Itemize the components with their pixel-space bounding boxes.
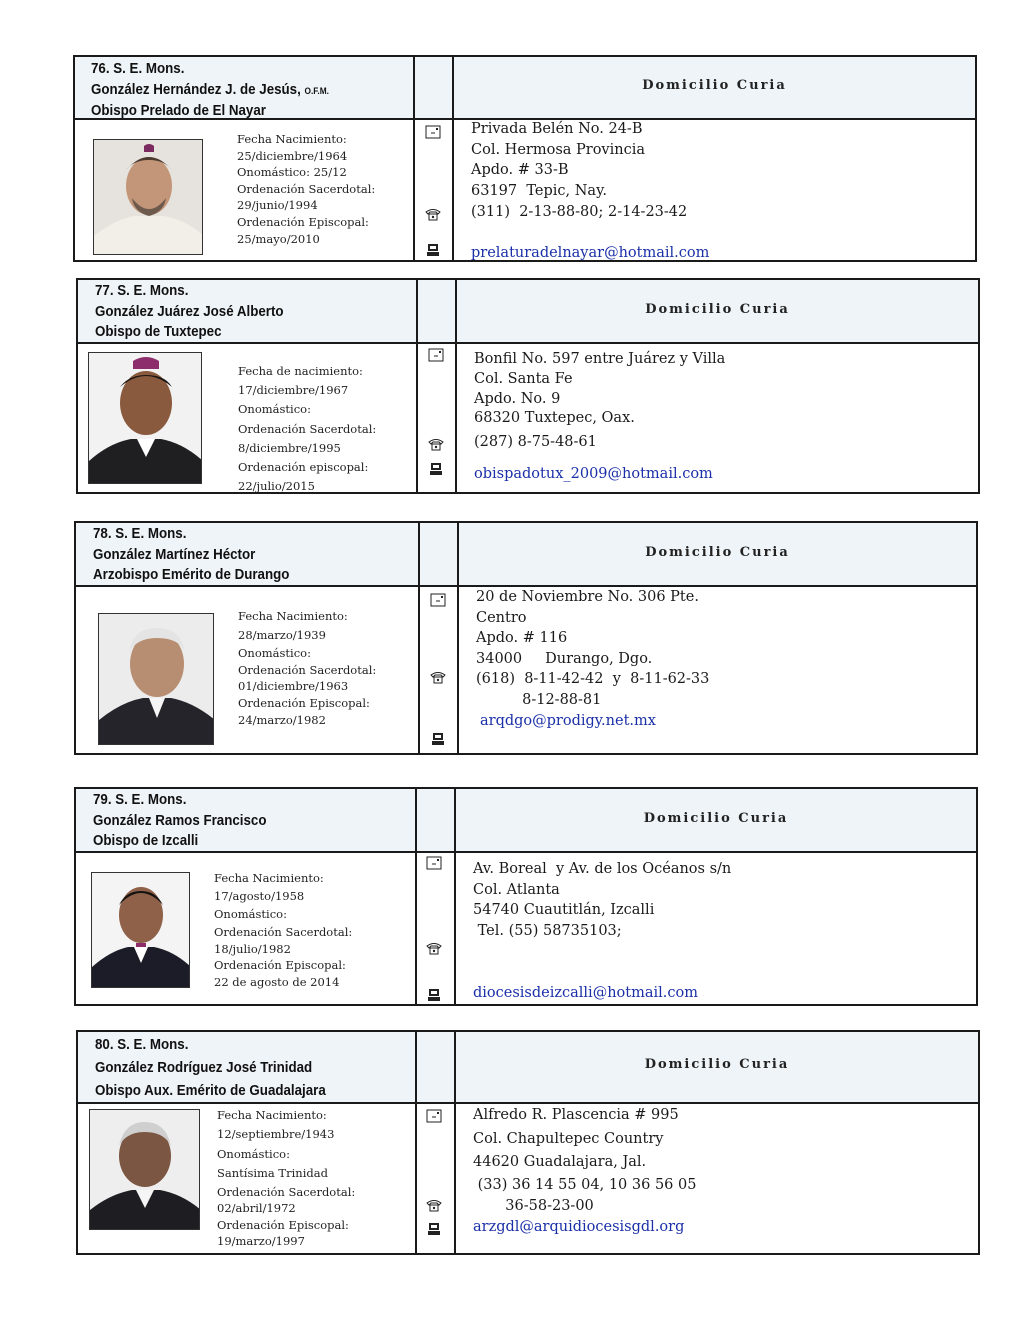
entry-dates: Fecha de nacimiento: 17/diciembre/1967 Onomástico: Ordenación Sacerdotal: 8/diciembre/1995 Ordenación episcopal: 22/julio/2015 [238,364,377,494]
entry-dates: Fecha Nacimiento: 28/marzo/1939 Onomástico: Ordenación Sacerdotal: 01/diciembre/1963 Ordenación Episcopal: 24/marzo/1982 [238,609,377,727]
entry-suffix: O.F.M. [304,85,329,96]
entry-name: González Hernández J. de Jesús, [91,81,301,98]
email-link[interactable]: prelaturadelnayar@hotmail.com [471,245,710,262]
bishop-portrait-photo [91,872,190,988]
entry-card-77 [76,278,980,494]
phone-icon [425,207,441,221]
computer-icon [428,462,444,476]
entry-dates: Fecha Nacimiento: 12/septiembre/1943 Onomástico: Santísima Trinidad Ordenación Sacerdotal: 02/abril/1972 Ordenación Episcopal: 19/marzo/1997 [217,1108,356,1249]
entry-office: Obispo de Izcalli [93,833,199,849]
email-link[interactable]: arzgdl@arquidiocesisgdl.org [473,1218,685,1235]
entry-name-block [93,524,289,586]
column-divider [415,789,417,1004]
entry-name: González Juárez José Alberto [95,303,284,320]
entry-office: Obispo Prelado de El Nayar [91,103,266,119]
column-divider [418,523,420,753]
entry-card-78 [74,521,978,755]
phone-icon [426,941,442,955]
entry-card-76 [73,55,977,262]
email-link[interactable]: diocesisdeizcalli@hotmail.com [473,984,698,1001]
bishop-portrait-photo [98,613,214,745]
mail-icon [426,856,442,870]
entry-name: González Rodríguez José Trinidad [95,1060,313,1076]
phone-icon [430,670,446,684]
entry-name-block [95,281,284,343]
entry-address: 20 de Noviembre No. 306 Pte. Centro Apdo. # 116 34000 Durango, Dgo. (618) 8-11-42-42 y 8-11-62-33 8-12-88-81 arqdgo@prodigy.net.mx [476,587,709,731]
domicilio-curia-label: Domicilio Curia [645,302,790,317]
email-link[interactable]: obispadotux_2009@hotmail.com [474,465,713,482]
phone-icon [426,1198,442,1212]
entry-office: Obispo de Tuxtepec [95,324,222,340]
entry-address: Bonfil No. 597 entre Juárez y Villa Col. Santa Fe Apdo. No. 9 68320 Tuxtepec, Oax. (287) 8-75-48-61 obispadotux_2009@hotmail.com [474,350,725,485]
entry-office: Arzobispo Emérito de Durango [93,567,290,583]
domicilio-curia-label: Domicilio Curia [644,1057,790,1072]
entry-title: 78. S. E. Mons. [93,526,187,542]
domicilio-curia-label: Domicilio Curia [643,811,789,826]
column-divider [413,57,415,260]
domicilio-curia-label: Domicilio Curia [645,545,790,560]
entry-name: González Martínez Héctor [93,546,256,563]
entry-name-block [91,59,329,122]
bishop-portrait-photo [93,139,203,255]
mail-icon [430,593,446,607]
entry-dates: Fecha Nacimiento: 25/diciembre/1964 Onomástico: 25/12 Ordenación Sacerdotal: 29/junio/1994 Ordenación Episcopal: 25/mayo/2010 [237,132,376,246]
entry-address: Av. Boreal y Av. de los Océanos s/n Col. Atlanta 54740 Cuautitlán, Izcalli Tel. (55) 58735103; diocesisdeizcalli@hotmail.com [473,859,731,1003]
mail-icon [428,348,444,362]
entry-address: Alfredo R. Plascencia # 995 Col. Chapultepec Country 44620 Guadalajara, Jal. (33) 36 14 55 04, 10 36 56 05 36-58-23-00 arzgdl@arquidiocesisgdl.org [473,1104,696,1238]
entry-name-block [95,1034,326,1103]
bishop-portrait-photo [88,352,202,484]
entry-name: González Ramos Francisco [93,812,267,829]
email-link[interactable]: arqdgo@prodigy.net.mx [480,712,656,729]
bishop-portrait-photo [89,1109,200,1230]
column-divider [416,280,418,492]
mail-icon [425,125,441,139]
phone-icon [428,437,444,451]
entry-name-block [93,790,266,852]
entry-card-80 [76,1030,980,1255]
entry-card-79 [74,787,978,1006]
domicilio-curia-label: Domicilio Curia [642,78,787,93]
column-divider [415,1032,417,1253]
entry-office: Obispo Aux. Emérito de Guadalajara [95,1083,326,1099]
entry-title: 79. S. E. Mons. [93,792,187,808]
computer-icon [430,732,446,746]
entry-dates: Fecha Nacimiento: 17/agosto/1958 Onomástico: Ordenación Sacerdotal: 18/julio/1982 Ordenación Episcopal: 22 de agosto de 2014 [214,871,353,989]
computer-icon [426,988,442,1002]
entry-address: Privada Belén No. 24-B Col. Hermosa Provincia Apdo. # 33-B 63197 Tepic, Nay. (311) 2-13-88-80; 2-14-23-42 prelaturadelnayar@hotmail.com [471,119,709,264]
computer-icon [425,243,441,257]
computer-icon [426,1222,442,1236]
entry-title: 77. S. E. Mons. [95,283,189,299]
entry-title: 80. S. E. Mons. [95,1037,189,1053]
entry-title: 76. S. E. Mons. [91,61,185,77]
mail-icon [426,1109,442,1123]
